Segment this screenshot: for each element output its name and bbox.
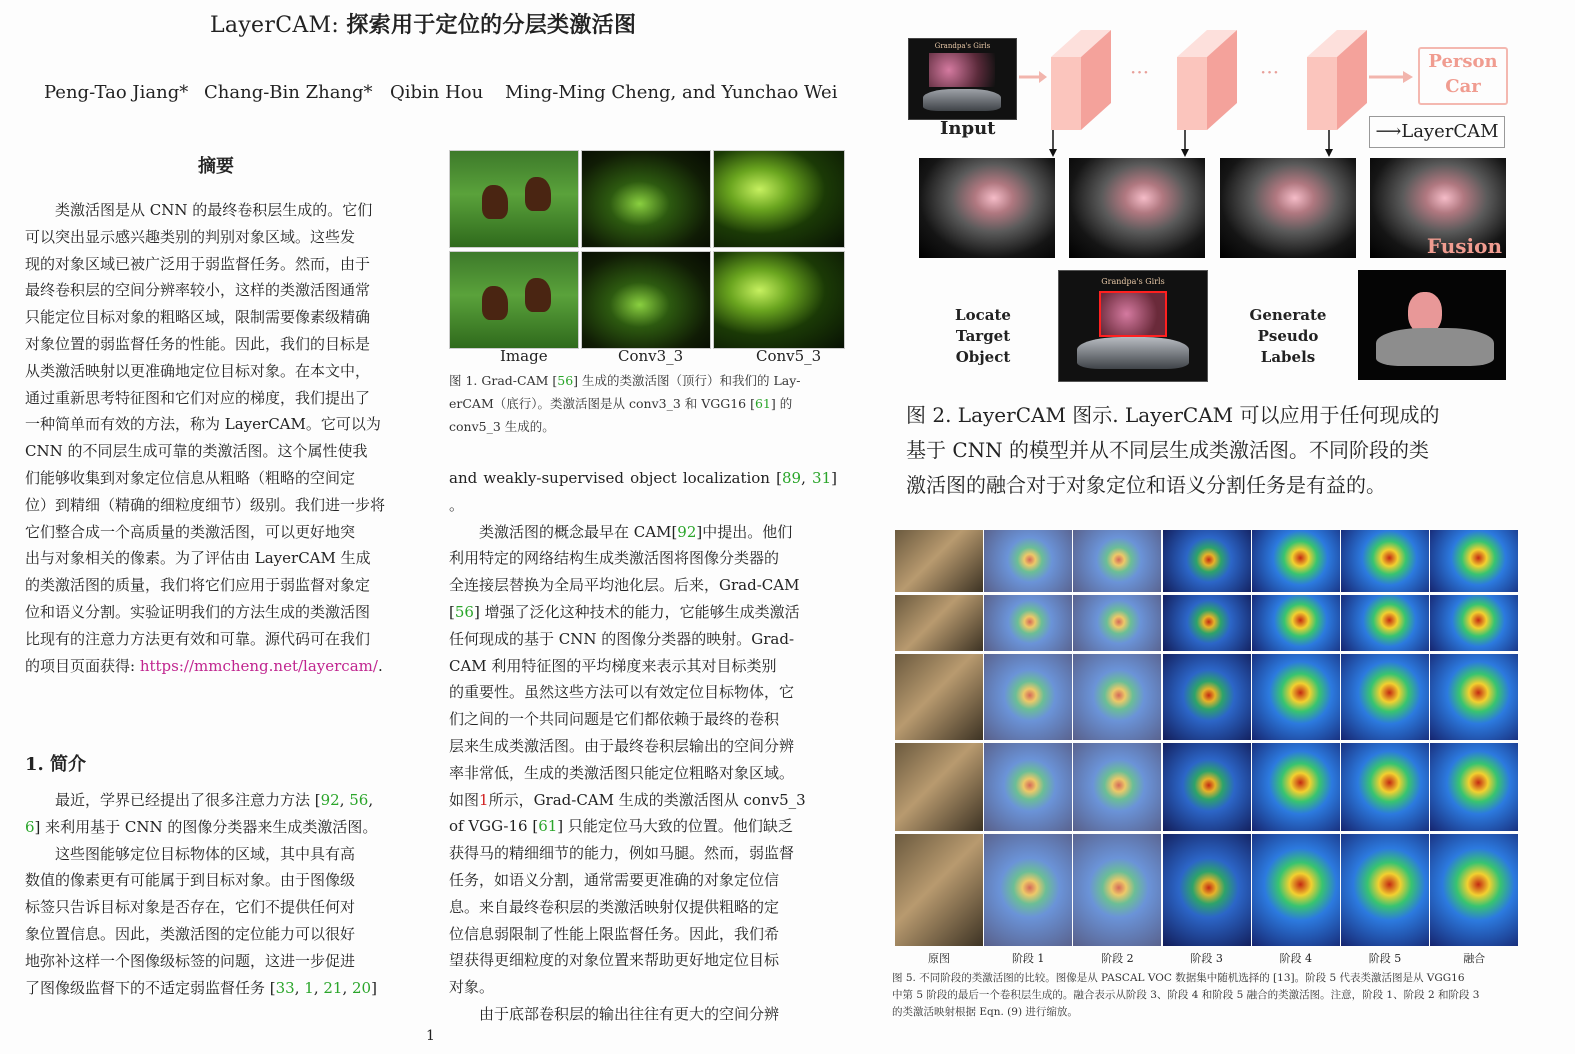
fig5-cam-image: [1163, 530, 1251, 592]
text-line: 望获得更细粒度的对象位置来帮助更好地定位目标: [449, 951, 780, 970]
fig5-cam-image: [1073, 530, 1161, 592]
fig5-cam-image: [1341, 834, 1429, 946]
fig5-original-image: [895, 834, 983, 946]
fig1-label-conv3: Conv3_3: [618, 347, 684, 365]
citation[interactable]: 56: [349, 791, 369, 809]
fig5-cam-image: [984, 595, 1072, 651]
text-line: 这些图能够定位目标物体的区域，其中具有高: [55, 844, 356, 863]
fig5-col-label: 阶段 2: [1101, 952, 1134, 965]
fig5-cam-image: [1163, 595, 1251, 651]
fig2-cam-3: [1220, 158, 1356, 258]
abstract-line: 出与对象相关的像素。为了评估由 LayerCAM 生成: [25, 549, 371, 568]
block-3: [1307, 30, 1367, 130]
fig2-generate-label: Generate Pseudo Labels: [1249, 306, 1327, 366]
fig5-col-label: 原图: [928, 952, 950, 965]
fig5-cam-image: [1073, 834, 1161, 946]
fig5-cam-image: [1073, 743, 1161, 831]
block-2: [1177, 30, 1237, 130]
fig5-cam-image: [1430, 595, 1518, 651]
text-line: 象位置信息。因此，类激活图的定位能力可以很好: [25, 924, 356, 943]
citation[interactable]: 1: [304, 978, 314, 997]
text-line: of VGG-16 [61] 只能定位马大致的位置。他们缺乏: [449, 817, 793, 836]
fig2-fusion-label: Fusion: [1426, 234, 1502, 258]
fig2-caption: 图 2. LayerCAM 图示. LayerCAM 可以应用于任何现成的 基于 CNN 的模型并从不同层生成类激活图。不同阶段的类 激活图的融合对于对象定位和语义分割任务是有益的。: [906, 403, 1440, 497]
fig5-cam-image: [1341, 654, 1429, 740]
text-line: 位信息弱限制了性能上限监督任务。因此，我们希: [449, 924, 780, 943]
title-cn: 探索用于定位的分层类激活图: [346, 12, 637, 38]
text-line: 任何现成的基于 CNN 的图像分类器的映射。Grad-: [449, 629, 795, 648]
fig2-photo-sign: Grandpa's Girls: [934, 42, 991, 50]
project-link[interactable]: https://mmcheng.net/layercam/: [139, 656, 378, 675]
text-line: 获得马的精细细节的能力，例如马腿。然而，弱监督: [449, 844, 795, 863]
text-line: 6] 来利用基于 CNN 的图像分类器来生成类激活图。: [25, 817, 378, 836]
abstract-heading: 摘要: [198, 156, 234, 177]
intro-heading: 1. 简介: [25, 754, 87, 775]
text-line: 地弥补这样一个图像级标签的问题，这进一步促进: [25, 951, 356, 970]
abstract-line: 对象位置的弱监督任务的性能。因此，我们的目标是: [25, 334, 371, 353]
fig5-cam-image: [1430, 743, 1518, 831]
abstract-body: [25, 197, 412, 679]
intro-body: [25, 787, 412, 1001]
citation[interactable]: 31: [812, 469, 832, 487]
fig5-cam-image: [984, 654, 1072, 740]
text-line: 全连接层替换为全局平均池化层。后来，Grad-CAM: [449, 576, 800, 595]
fig5-caption: 图 5. 不同阶段的类激活图的比较。图像是从 PASCAL VOC 数据集中随机选择的 [13]。阶段 5 代表类激活图是从 VGG16 中第 5 阶段的最后一个卷积层生成的。融合表示从阶段 3、阶段 4 和阶段 5 融合的类激活图。注意，阶段 1、阶段 2 和阶段 3 的类激活映射根据 Eqn. (9) 进行缩放。: [892, 972, 1480, 1018]
fig5-cam-image: [984, 743, 1072, 831]
block-1: [1051, 30, 1111, 130]
abstract-line: CNN 的不同层生成可靠的类激活图。这个属性使我: [25, 442, 368, 461]
abstract-line: 的类激活图的质量，我们将它们应用于弱监督对象定: [25, 576, 371, 595]
text-line: 数值的像素更有可能属于到目标对象。由于图像级: [25, 871, 356, 890]
text-line: [56] 增强了泛化这种技术的能力，它能够生成类激活: [449, 602, 800, 621]
abstract-line: 比现有的注意力方法更有效和可靠。源代码可在我们: [25, 629, 371, 648]
page-number: 1: [426, 1028, 435, 1044]
fig5-cam-image: [984, 834, 1072, 946]
text-line: 们之间的一个共同问题是它们都依赖于最终的卷积: [449, 710, 780, 729]
text-line: 最近，学界已经提出了很多注意力方法 [92, 56,: [55, 791, 374, 809]
bounding-box: [1099, 291, 1167, 337]
fig2-cam-1: [919, 158, 1055, 258]
citation[interactable]: 89: [782, 469, 802, 487]
fig5-col-label: 阶段 4: [1279, 952, 1313, 965]
fig5-cam-image: [1252, 530, 1340, 592]
arrow-right-icon: ⟶: [1375, 121, 1402, 142]
fig5-cam-image: [1430, 530, 1518, 592]
fig1-gradcam-conv3: [581, 150, 711, 248]
fig2-dots-2: ···: [1260, 60, 1280, 84]
abstract-line: 们能够收集到对象定位信息从粗略（粗略的空间定: [25, 468, 356, 487]
text-line: and weakly-supervised object localization [89, 31] 。: [449, 469, 837, 514]
fig2-legend: [1369, 116, 1505, 148]
text-line: 利用特定的网络结构生成类激活图将图像分类器的: [449, 549, 780, 568]
text-line: 了图像级监督下的不适定弱监督任务 [33, 1, 21, 20]: [25, 978, 377, 997]
text-line: CAM 利用特征图的平均梯度来表示其对目标类别: [449, 656, 777, 675]
fig2-cam-2: [1069, 158, 1205, 258]
abstract-line: 最终卷积层的空间分辨率较小，这样的类激活图通常: [25, 281, 371, 300]
author-4: Ming-Ming Cheng, and Yunchao Wei: [505, 82, 838, 103]
fig5-original-image: [895, 654, 983, 740]
fig2-locate-photo: Grandpa's Girls: [1058, 270, 1208, 382]
fig5-original-image: [895, 595, 983, 651]
fig5-col-label: 阶段 5: [1368, 952, 1402, 965]
fig5-cam-image: [1163, 654, 1251, 740]
abstract-line: 可以突出显示感兴趣类别的判别对象区域。这些发: [25, 227, 356, 246]
fig2-pseudo-label: [1358, 270, 1506, 380]
author-1: Peng-Tao Jiang*: [44, 82, 189, 103]
fig1-label-conv5: Conv5_3: [756, 347, 822, 365]
fig1-label-image: Image: [500, 347, 548, 365]
fig2-output-box: [1418, 47, 1508, 105]
citation[interactable]: 20: [352, 978, 372, 997]
fig2-dots-1: ···: [1130, 60, 1150, 84]
fig5-cam-image: [1252, 834, 1340, 946]
fig1-layercam-conv3: [581, 251, 711, 349]
fig5-cam-image: [1341, 530, 1429, 592]
fig2-cam-fusion: [1370, 158, 1506, 258]
text-line: 对象。: [449, 978, 495, 997]
citation[interactable]: 6: [25, 817, 35, 836]
fig5-cam-image: [1252, 743, 1340, 831]
fig2-out-person: Person: [1428, 51, 1498, 72]
fig5-cam-image: [1073, 595, 1161, 651]
fig1-layercam-conv5: [713, 251, 845, 349]
text-line: 由于底部卷积层的输出往往有更大的空间分辨: [479, 1004, 780, 1023]
text-line: 的重要性。虽然这些方法可以有效定位目标物体，它: [449, 683, 795, 702]
author-2: Chang-Bin Zhang*: [204, 82, 373, 103]
text-line: 如图1所示，Grad-CAM 生成的类激活图从 conv5_3: [449, 790, 806, 809]
fig5-cam-image: [1252, 595, 1340, 651]
fig1-caption: 图 1. Grad-CAM [56] 生成的类激活图（顶行）和我们的 Lay- erCAM（底行）。类激活图是从 conv3_3 和 VGG16 [61] 的 conv5_3 生成的。: [449, 373, 801, 434]
abstract-line: 位）到精细（精确的细粒度细节）级别。我们进一步将: [25, 495, 386, 514]
abstract-line: 从类激活映射以更准确地定位目标对象。在本文中，: [25, 361, 371, 380]
citation[interactable]: 33: [275, 978, 295, 997]
fig5-col-label: 阶段 1: [1011, 952, 1045, 965]
text-line: 任务，如语义分割，通常需要更准确的对象定位信: [449, 870, 780, 889]
fig5-cam-image: [1073, 654, 1161, 740]
mid-body: [449, 465, 837, 1028]
fig1-horse-image-top: [449, 150, 579, 248]
abstract-line: 位和语义分割。实验证明我们的方法生成的类激活图: [25, 602, 371, 621]
abstract-line: 类激活图是从 CNN 的最终卷积层生成的。它们: [55, 201, 373, 219]
abstract-line: 只能定位目标对象的粗略区域，限制需要像素级精确: [25, 308, 371, 327]
text-line: 层来生成类激活图。由于最终卷积层输出的空间分辨: [449, 736, 795, 755]
text-line: 息。来自最终卷积层的类激活映射仅提供粗略的定: [449, 897, 780, 916]
abstract-line: 一种简单而有效的方法，称为 LayerCAM。它可以为: [25, 415, 381, 434]
abstract-line: 它们整合成一个高质量的类激活图，可以更好地突: [25, 522, 356, 541]
abstract-line: 的项目页面获得: https://mmcheng.net/layercam/.: [25, 656, 383, 675]
title-en: LayerCAM:: [210, 13, 347, 38]
fig5-original-image: [895, 743, 983, 831]
citation[interactable]: 56: [454, 602, 474, 621]
fig5-cam-image: [1430, 654, 1518, 740]
citation[interactable]: 21: [323, 978, 343, 997]
citation[interactable]: 61: [538, 817, 558, 836]
fig5-cam-image: [1163, 834, 1251, 946]
fig5-cam-image: [1341, 743, 1429, 831]
fig5-original-image: [895, 530, 983, 592]
fig2-legend-label: LayerCAM: [1401, 121, 1499, 142]
text-line: 率非常低，生成的类激活图只能定位粗略对象区域。: [449, 763, 795, 782]
fig5-col-label: 阶段 3: [1190, 952, 1223, 965]
text-line: 类激活图的概念最早在 CAM[92]中提出。他们: [479, 522, 793, 541]
fig5-cam-image: [1430, 834, 1518, 946]
fig1-horse-image-bottom: [449, 251, 579, 349]
fig5-col-label: 融合: [1463, 952, 1486, 965]
abstract-line: 现的对象区域已被广泛用于弱监督任务。然而，由于: [25, 254, 371, 273]
fig5-cam-image: [1341, 595, 1429, 651]
citation[interactable]: 92: [677, 522, 697, 541]
fig5-grid: [895, 530, 1517, 950]
fig5-col-labels: [895, 950, 1517, 968]
fig5-cam-image: [984, 530, 1072, 592]
fig2-out-car: Car: [1445, 76, 1481, 97]
abstract-line: 通过重新思考特征图和它们对应的梯度，我们提出了: [25, 388, 371, 407]
paper-title: [210, 8, 636, 39]
fig2-input-label: Input: [940, 118, 996, 139]
citation[interactable]: 92: [320, 791, 340, 809]
fig2-input-photo: [908, 38, 1017, 120]
author-3: Qibin Hou: [390, 82, 484, 103]
fig1-gradcam-conv5: [713, 150, 845, 248]
text-line: 标签只告诉目标对象是否存在，它们不提供任何对: [25, 898, 356, 917]
fig5-cam-image: [1252, 654, 1340, 740]
fig5-cam-image: [1163, 743, 1251, 831]
fig2-locate-label: Locate Target Object: [955, 306, 1011, 366]
citation[interactable]: 1: [479, 790, 489, 809]
